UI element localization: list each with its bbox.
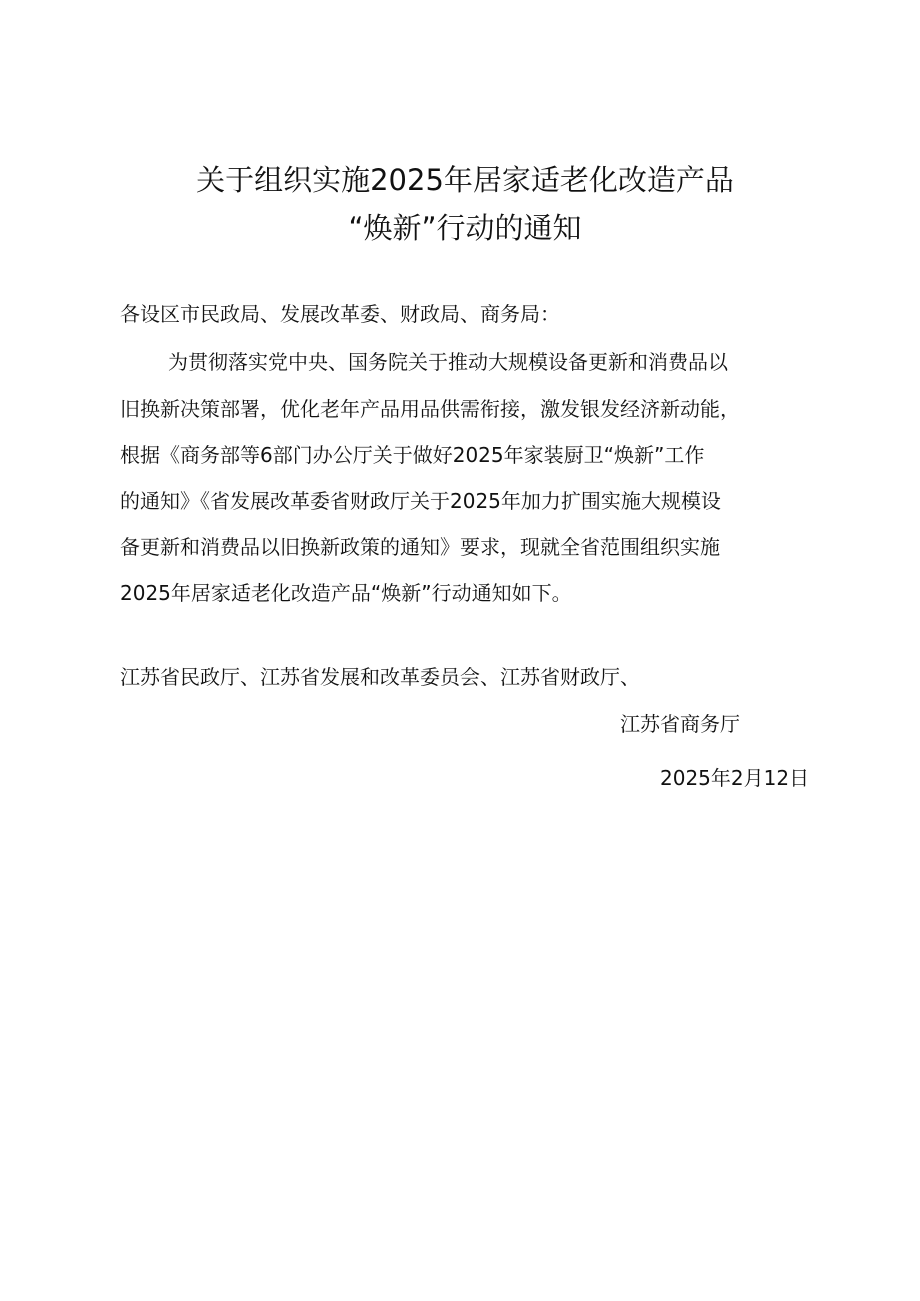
document-title-line-1: 关于组织实施2025年居家适老化改造产品 <box>196 163 734 197</box>
document-title-line-2: “焕新”行动的通知 <box>348 211 582 245</box>
body-line-6: 2025年居家适老化改造产品“焕新”行动通知如下。 <box>120 581 572 605</box>
signature-line-1: 江苏省民政厅、江苏省发展和改革委员会、江苏省财政厅、 <box>120 665 640 689</box>
body-line-4: 的通知》《省发展改革委省财政厅关于2025年加力扩围实施大规模设 <box>120 489 721 513</box>
salutation: 各设区市民政局、发展改革委、财政局、商务局： <box>120 302 560 326</box>
body-line-3: 根据《商务部等6部门办公厅关于做好2025年家装厨卫“焕新”工作 <box>120 443 705 467</box>
body-line-1: 为贯彻落实党中央、国务院关于推动大规模设备更新和消费品以 <box>168 350 728 374</box>
body-line-5: 备更新和消费品以旧换新政策的通知》要求，现就全省范围组织实施 <box>120 535 720 559</box>
signature-line-2: 江苏省商务厅 <box>620 712 740 736</box>
body-line-2: 旧换新决策部署，优化老年产品用品供需衔接，激发银发经济新动能， <box>120 397 740 421</box>
signature-date: 2025年2月12日 <box>660 766 810 790</box>
